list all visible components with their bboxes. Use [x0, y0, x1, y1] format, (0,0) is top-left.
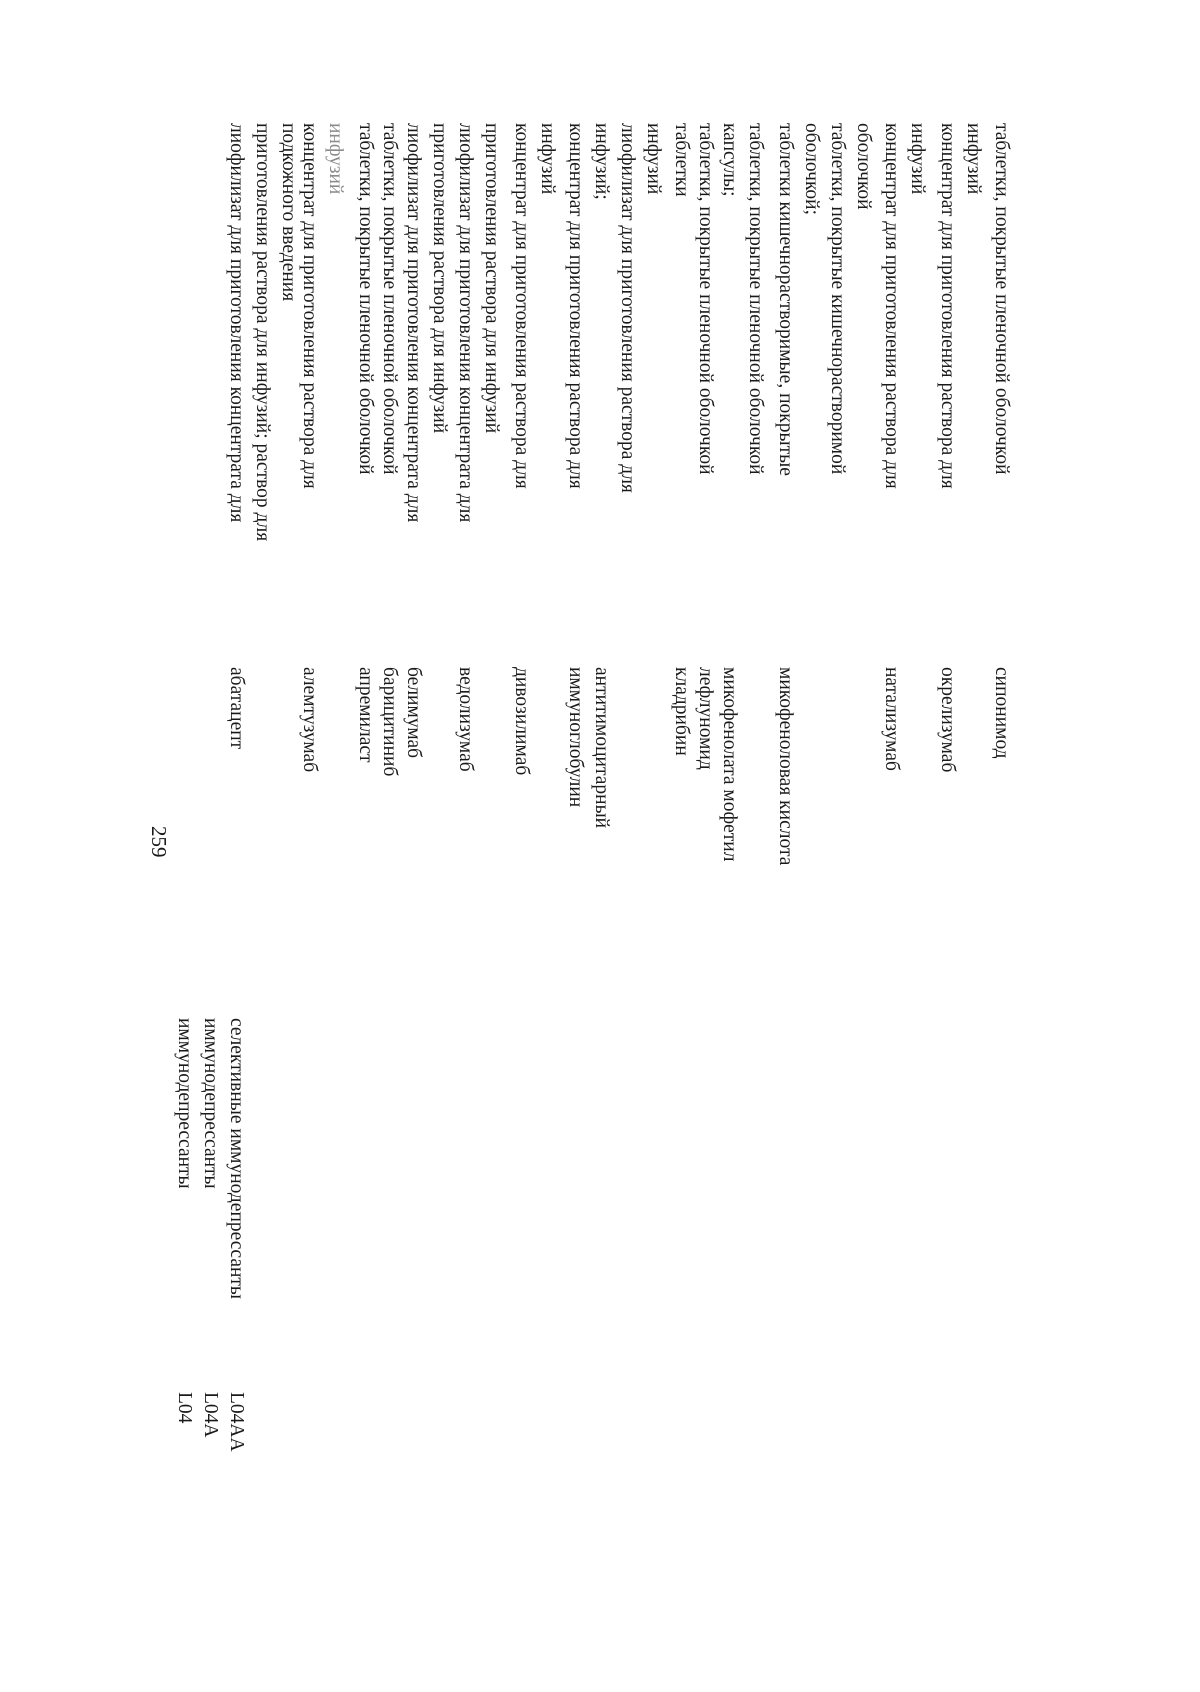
dosage-form: инфузий — [325, 123, 346, 195]
dosage-form: инфузий — [537, 123, 558, 195]
dosage-form: приготовления раствора для инфузий — [481, 123, 502, 434]
group-name: селективные иммунодепрессанты — [226, 1018, 247, 1300]
dosage-form: лиофилизат для приготовления концентрата для — [455, 123, 476, 523]
dosage-form: подкожного введения — [278, 123, 299, 302]
dosage-form: таблетки, покрытые пленочной оболочкой — [991, 123, 1012, 475]
dosage-form: капсулы; — [719, 123, 740, 197]
drug-name: лефлуномид — [695, 667, 716, 770]
drug-name: микофенолата мофетил — [719, 667, 740, 862]
dosage-form: таблетки — [671, 123, 692, 197]
drug-name: абатацепт — [226, 667, 247, 750]
dosage-form: концентрат для приготовления раствора для — [937, 123, 958, 489]
drug-name: белимумаб — [403, 667, 424, 759]
dosage-form: концентрат для приготовления раствора для — [299, 123, 320, 489]
drug-name: дивозилимаб — [511, 667, 532, 776]
dosage-form: таблетки, покрытые пленочной оболочкой — [355, 123, 376, 475]
dosage-form: инфузий — [963, 123, 984, 195]
drug-name: барицитиниб — [379, 667, 400, 777]
dosage-form: приготовления раствора для инфузий — [429, 123, 450, 434]
dosage-form: концентрат для приготовления раствора для — [881, 123, 902, 489]
dosage-form: таблетки, покрытые пленочной оболочкой — [695, 123, 716, 475]
dosage-form: лиофилизат для приготовления концентрата для — [226, 123, 247, 523]
dosage-form: лиофилизат для приготовления концентрата для — [403, 123, 424, 523]
dosage-form: таблетки, покрытые пленочной оболочкой — [379, 123, 400, 475]
dosage-form: концентрат для приготовления раствора для — [565, 123, 586, 489]
dosage-form: таблетки, покрытые пленочной оболочкой — [745, 123, 766, 475]
dosage-form: таблетки, покрытые кишечнорастворимой — [827, 123, 848, 475]
drug-name: натализумаб — [881, 667, 902, 771]
atc-code: L04A — [200, 1392, 221, 1438]
dosage-form: инфузий; — [591, 123, 612, 200]
dosage-form: концентрат для приготовления раствора для — [511, 123, 532, 489]
dosage-form: оболочкой; — [801, 123, 822, 216]
drug-name: апремиласт — [355, 667, 376, 763]
dosage-form: инфузий — [907, 123, 928, 195]
drug-name: иммуноглобулин — [565, 667, 586, 808]
atc-code: L04AA — [226, 1392, 247, 1452]
dosage-form: лиофилизат для приготовления раствора для — [617, 123, 638, 493]
drug-name: антитимоцитарный — [591, 667, 612, 829]
atc-code: L04 — [174, 1392, 195, 1424]
drug-name: алемтузумаб — [299, 667, 320, 773]
dosage-form: таблетки кишечнорастворимые, покрытые — [775, 123, 796, 476]
dosage-form: оболочкой — [853, 123, 874, 210]
drug-name: микофеноловая кислота — [775, 667, 796, 866]
drug-name: сипонимод — [991, 667, 1012, 759]
drug-name: кладрибин — [671, 667, 692, 756]
group-name: иммунодепрессанты — [200, 1018, 221, 1189]
group-name: иммунодепрессанты — [174, 1018, 195, 1189]
drug-name: окрелизумаб — [937, 667, 958, 773]
dosage-form: приготовления раствора для инфузий; раствор для — [252, 123, 273, 542]
dosage-form: инфузий — [643, 123, 664, 195]
page-number: 259 — [147, 826, 171, 858]
drug-name: ведолизумаб — [455, 667, 476, 772]
